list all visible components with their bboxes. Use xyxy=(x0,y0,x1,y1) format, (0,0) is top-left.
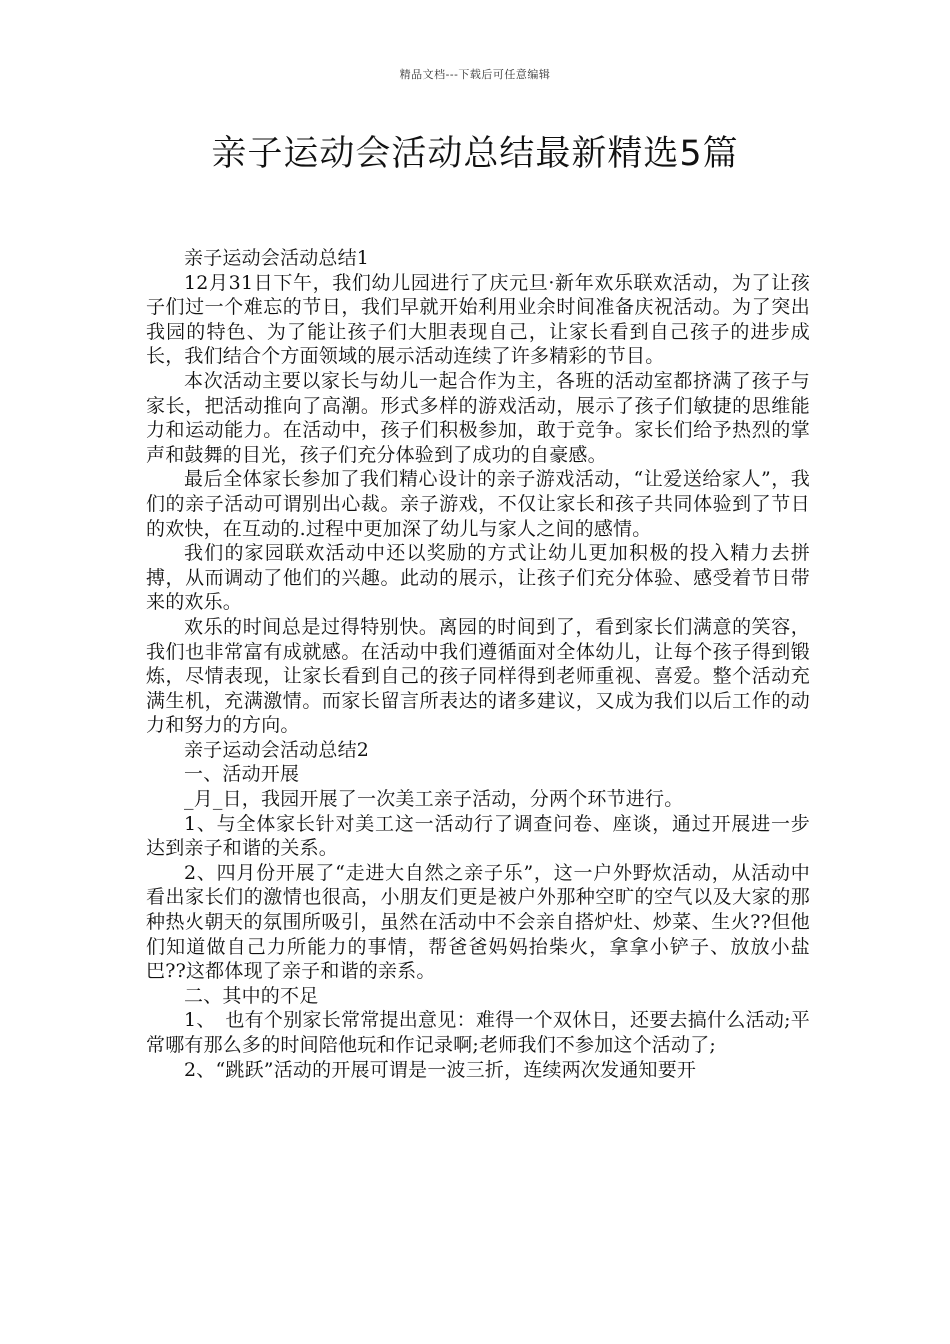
subsection-heading: 一、活动开展 xyxy=(184,763,300,786)
paragraph: 1、 也有个别家长常常提出意见：难得一个双休日，还要去搞什么活动;平常哪有那么多的时间陪他玩和作记录啊;老师我们不参加这个活动了; xyxy=(146,1009,810,1056)
document-body xyxy=(146,246,810,1082)
paragraph: 2、四月份开展了“走进大自然之亲子乐”，这一户外野炊活动，从活动中看出家长们的激情也很高，小朋友们更是被户外那种空旷的空气以及大家的那种热火朝天的氛围所吸引，虽然在活动中不会亲自搭炉灶、炒菜、生火??但他们知道做自己力所能力的事情，帮爸爸妈妈抬柴火，拿拿小铲子、放放小盐巴??这都体现了亲子和谐的亲系。 xyxy=(146,861,810,983)
paragraph: 最后全体家长参加了我们精心设计的亲子游戏活动，“让爱送给家人”，我们的亲子活动可谓别出心裁。亲子游戏，不仅让家长和孩子共同体验到了节日的欢快，在互动的.过程中更加深了幼儿与家人之间的感情。 xyxy=(146,468,810,540)
paragraph: 12月31日下午，我们幼儿园进行了庆元旦·新年欢乐联欢活动，为了让孩子们过一个难忘的节日，我们早就开始利用业余时间准备庆祝活动。为了突出我园的特色、为了能让孩子们大胆表现自己，让家长看到自己孩子的进步成长，我们结合个方面领域的展示活动连续了许多精彩的节目。 xyxy=(146,271,810,368)
paragraph: 欢乐的时间总是过得特别快。离园的时间到了，看到家长们满意的笑容，我们也非常富有成就感。在活动中我们遵循面对全体幼儿，让每个孩子得到锻炼，尽情表现，让家长看到自己的孩子同样得到老师重视、喜爱。整个活动充满生机，充满激情。而家长留言所表达的诸多建议，又成为我们以后工作的动力和努力的方向。 xyxy=(146,615,810,737)
section-heading: 亲子运动会活动总结1 xyxy=(184,247,370,269)
subsection-heading: 二、其中的不足 xyxy=(184,984,319,1007)
paragraph: 我们的家园联欢活动中还以奖励的方式让幼儿更加积极的投入精力去拼搏，从而调动了他们的兴趣。此动的展示，让孩子们充分体验、感受着节日带来的欢乐。 xyxy=(146,542,810,614)
paragraph: 本次活动主要以家长与幼儿一起合作为主，各班的活动室都挤满了孩子与家长，把活动推向了高潮。形式多样的游戏活动，展示了孩子们敏捷的思维能力和运动能力。在活动中，孩子们积极参加，敢于竞争。家长们给予热烈的掌声和鼓舞的目光，孩子们充分体验到了成功的自豪感。 xyxy=(146,369,810,466)
section-heading: 亲子运动会活动总结2 xyxy=(184,738,370,761)
paragraph: _月_日，我园开展了一次美工亲子活动，分两个环节进行。 xyxy=(184,788,684,811)
paragraph: 1、与全体家长针对美工这一活动行了调查问卷、座谈，通过开展进一步达到亲子和谐的关系。 xyxy=(146,812,810,860)
document-title: 亲子运动会活动总结最新精选5篇 xyxy=(211,134,739,174)
header-note: 精品文档---下载后可任意编辑 xyxy=(399,68,551,81)
paragraph: 2、“跳跃”活动的开展可谓是一波三折，连续两次发通知要开 xyxy=(184,1058,697,1081)
